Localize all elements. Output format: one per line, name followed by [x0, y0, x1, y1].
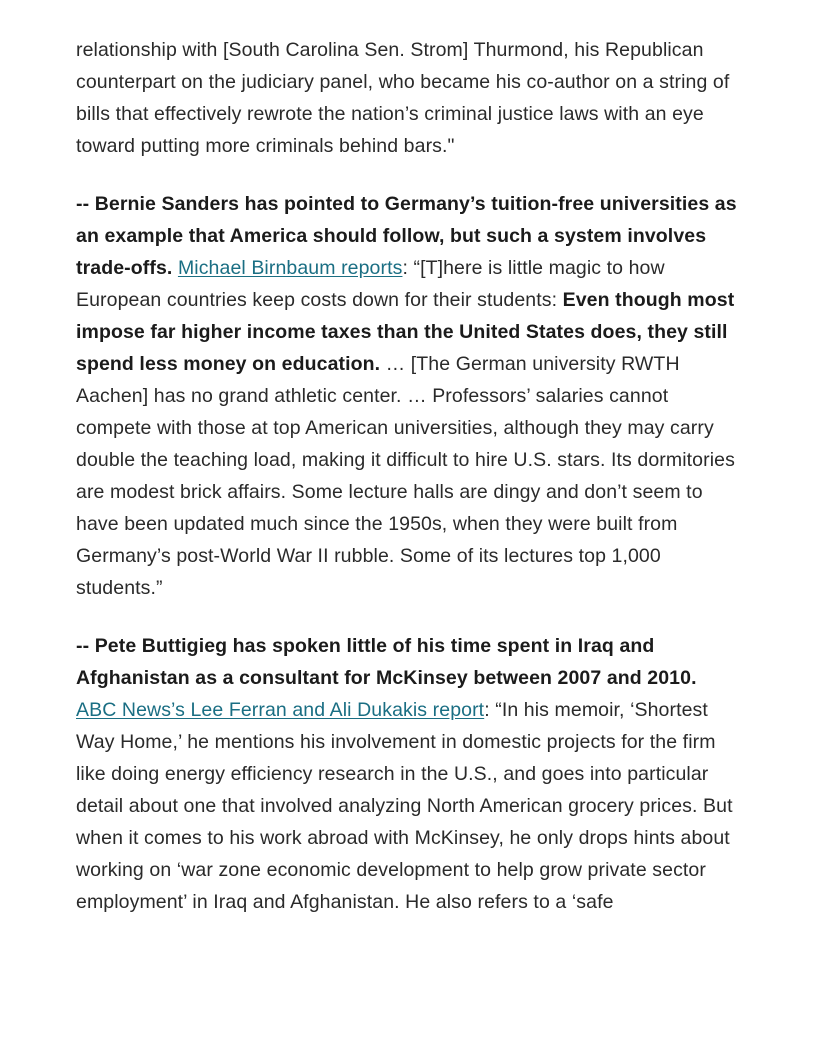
paragraph-lead-in: -- Pete Buttigieg has spoken little of his time spent in Iraq and Afghanistan as a consultant for McKinsey between 2007 and 2010. [76, 635, 697, 689]
emphasis-run: Even though most impose far higher income taxes than the United States does, they still spend less money on education. [76, 289, 735, 375]
link-abc-news-report[interactable]: ABC News’s Lee Ferran and Ali Dukakis report [76, 699, 485, 721]
text-run: : “[T]here is little magic to how European countries keep costs down for their students: [76, 257, 665, 311]
paragraph-thurmond [76, 34, 740, 162]
text-run: … [The German university RWTH Aachen] has no grand athletic center. … Professors’ salaries cannot compete with those at top American universities, although they may carry double the teaching load, making it difficult to hire U.S. stars. Its dormitories are modest brick affairs. Some lecture halls are dingy and don’t seem to have been updated much since the 1950s, when they were built from Germany’s post-World War II rubble. Some of its lectures top 1,000 students.” [76, 353, 735, 599]
paragraph-buttigieg-mckinsey [76, 630, 740, 918]
paragraph-lead-in: -- Bernie Sanders has pointed to Germany’s tuition-free universities as an example that America should follow, but such a system involves trade-offs. [76, 193, 737, 279]
link-michael-birnbaum-reports[interactable]: Michael Birnbaum reports [177, 257, 403, 279]
text-run: : “In his memoir, ‘Shortest Way Home,’ he mentions his involvement in domestic projects for the firm like doing energy efficiency research in the U.S., and goes into particular detail about one that involved analyzing North American grocery prices. But when it comes to his work abroad with McKinsey, he only drops hints about working on ‘war zone economic development to help grow private sector employment’ in Iraq and Afghanistan. He also refers to a ‘safe [76, 699, 733, 913]
paragraph-sanders-germany [76, 188, 740, 604]
text-run: relationship with [South Carolina Sen. Strom] Thurmond, his Republican counterpart on the judiciary panel, who became his co-author on a string of bills that effectively rewrote the nation’s criminal justice laws with an eye toward putting more criminals behind bars." [76, 39, 730, 157]
